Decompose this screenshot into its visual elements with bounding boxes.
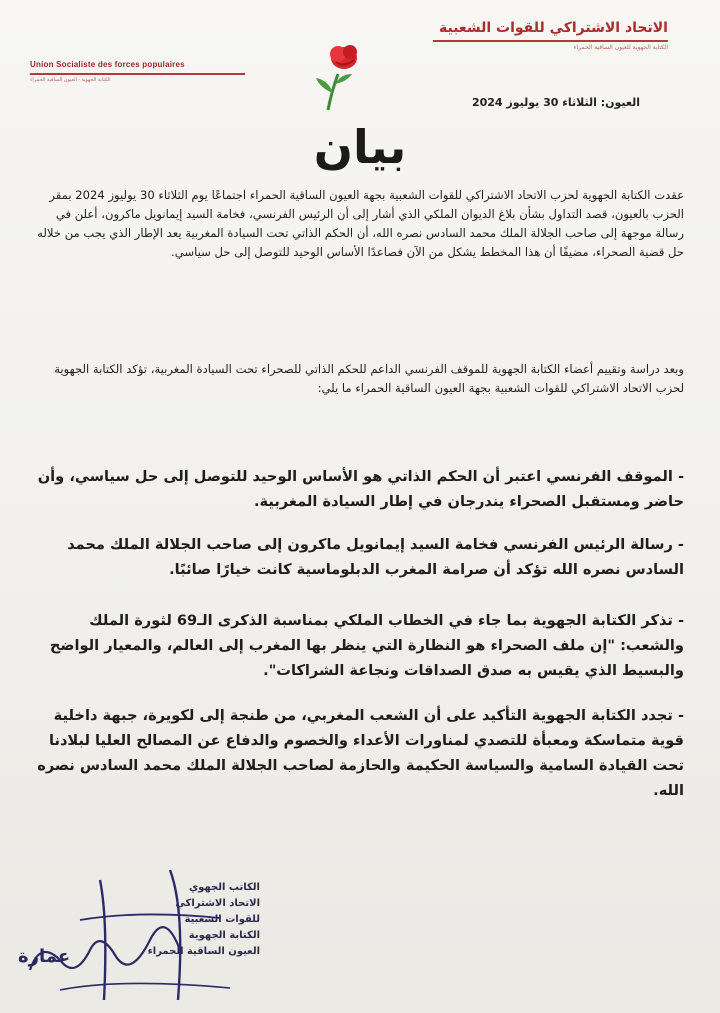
signature-role: الكاتب الجهوي	[188, 882, 260, 893]
stamp-line: الاتحاد الاشتراكي	[175, 898, 260, 909]
header-rule-left	[30, 73, 245, 75]
org-name-arabic: الاتحاد الاشتراكي للقوات الشعبية	[439, 20, 668, 36]
paragraph-intro: عقدت الكتابة الجهوية لحزب الاتحاد الاشتراكي للقوات الشعبية بجهة العيون الساقية الحمراء اجتماعًا يوم الثلاثاء 30 يوليوز 2024 بمقر الحزب بالعيون، قصد التداول بشأن بلاغ الديوان الملكي الذي أشار إلى أن الرئيس الفرنسي، فخامة السيد إيمانويل ماكرون، أعلن في رسالة موجهة إلى صاحب الجلالة الملك محمد السادس نصره الله، أن الحكم الذاتي تحت السيادة المغربية يعد الإطار الذي يجب من خلاله حل قضية الصحراء، مضيفًا أن هذا المخطط يشكل من الآن فصاعدًا الأساس الوحيد للتوصل إلى حل سياسي.	[37, 188, 684, 259]
header-left	[30, 60, 260, 83]
list-item: - الموقف الفرنسي اعتبر أن الحكم الذاتي هو الأساس الوحيد للتوصل إلى حل سياسي، وأن حاضر ومستقبل الصحراء يندرجان في إطار السيادة المغربية.	[37, 468, 684, 510]
list-item: - تذكر الكتابة الجهوية بما جاء في الخطاب الملكي بمناسبة الذكرى الـ69 لثورة الملك والشعب: "إن ملف الصحراء هو النظارة التي ينظر بها المغرب إلى العالم، والمعيار الواضح والبسيط الذي يقيس به صدق الصداقات ونجاعة الشراكات".	[49, 612, 684, 679]
paragraph-assessment: وبعد دراسة وتقييم أعضاء الكتابة الجهوية للموقف الفرنسي الداعم للحكم الذاتي للصحراء تحت السيادة المغربية، تؤكد الكتابة الجهوية لحزب الاتحاد الاشتراكي للقوات الشعبية بجهة العيون الساقية الحمراء ما يلي:	[54, 362, 684, 395]
handwritten-signature-icon	[20, 860, 250, 1010]
list-item: - تجدد الكتابة الجهوية التأكيد على أن الشعب المغربي، من طنجة إلى لكويرة، جبهة داخلية قوية متماسكة ومعبأة للتصدي لمناورات الأعداء والخصوم والدفاع عن المصالح العليا لبلادنا تحت القيادة السامية والسياسة الحكيمة والحازمة لصاحب الجلالة الملك محمد السادس نصره الله.	[37, 707, 684, 799]
tagline-arabic: الكتابة الجهوية للعيون الساقية الحمراء	[573, 44, 668, 51]
stamp-line: للقوات الشعبية	[184, 914, 260, 925]
rose-logo-icon	[308, 38, 368, 113]
stamp-line: العيون الساقية الحمراء	[147, 946, 260, 957]
stamp-line: الكتابة الجهوية	[188, 930, 260, 941]
document-date: العيون: الثلاثاء 30 يوليوز 2024	[471, 96, 640, 109]
header-rule-right	[433, 40, 668, 42]
header-right	[433, 20, 668, 51]
org-name-french: Union Socialiste des forces populaires	[30, 60, 185, 69]
list-item: - رسالة الرئيس الفرنسي فخامة السيد إيمانويل ماكرون إلى صاحب الجلالة الملك محمد السادس نصره الله تؤكد أن صرامة المغرب الدبلوماسية كانت خيارًا صائبًا.	[67, 536, 684, 578]
document-title: بيان	[313, 120, 407, 174]
tagline-french: الكتابة الجهوية - العيون الساقية الحمراء	[30, 77, 111, 83]
signatory-name: عمارة	[18, 946, 71, 967]
